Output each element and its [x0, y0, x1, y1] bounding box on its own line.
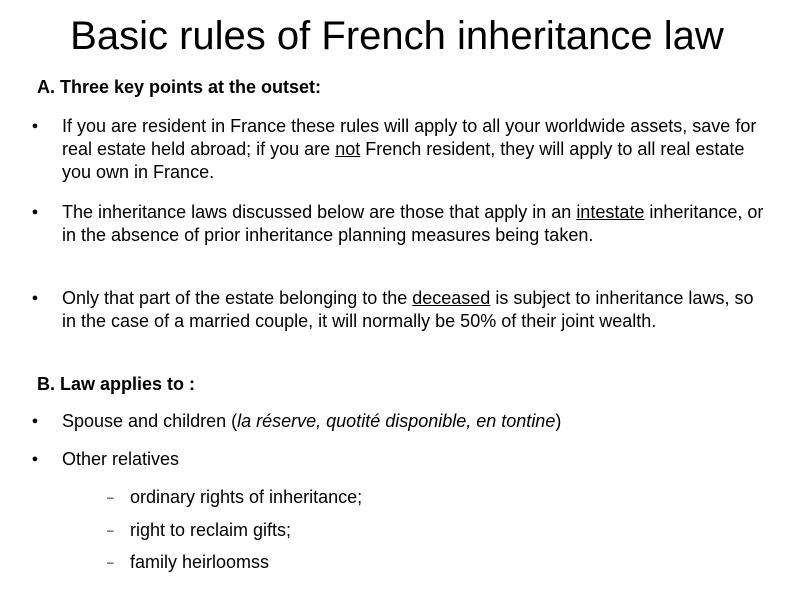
bullet-icon: ● [31, 415, 39, 427]
underlined-word: deceased [412, 288, 491, 308]
bullet-text: The inheritance laws discussed below are those that apply in an intestate inheritance, or in the absence of prior inheritance planning measures being taken. [62, 202, 764, 245]
page-title: Basic rules of French inheritance law [70, 14, 724, 58]
dash-icon: – [107, 523, 114, 537]
sub-bullet-text: ordinary rights of inheritance; [130, 487, 363, 507]
bullet-icon: ● [31, 206, 39, 218]
italic-terms: la réserve, quotité disponible, en tontine [237, 411, 556, 431]
sub-bullet-1 [107, 486, 707, 509]
bullet-icon: ● [31, 120, 39, 132]
underlined-word: intestate [576, 202, 645, 222]
underlined-word: not [335, 139, 361, 159]
sub-bullet-3 [107, 551, 707, 574]
section-a-heading: A. Three key points at the outset: [37, 77, 322, 97]
section-b-bullet-2 [30, 448, 770, 471]
bullet-text: Other relatives [62, 449, 180, 469]
sub-bullet-2 [107, 519, 707, 542]
bullet-icon: ● [31, 292, 39, 304]
section-a-bullet-2 [30, 201, 770, 247]
bullet-icon: ● [31, 453, 39, 465]
section-b-heading: B. Law applies to : [37, 374, 196, 394]
section-a-bullet-3 [30, 287, 770, 333]
sub-bullet-text: right to reclaim gifts; [130, 520, 292, 540]
dash-icon: – [107, 490, 114, 504]
sub-bullet-text: family heirloomss [130, 552, 270, 572]
dash-icon: – [107, 555, 114, 569]
section-b-bullet-1 [30, 410, 770, 433]
bullet-text: Only that part of the estate belonging to the deceased is subject to inheritance laws, so in the case of a married couple, it will normally be 50% of their joint wealth. [62, 288, 754, 331]
bullet-text: If you are resident in France these rules will apply to all your worldwide assets, save for real estate held abroad; if you are not French resident, they will apply to all real estate you own in France. [62, 116, 757, 182]
section-a-bullet-1 [30, 115, 770, 184]
bullet-text: Spouse and children (la réserve, quotité disponible, en tontine) [62, 411, 562, 431]
